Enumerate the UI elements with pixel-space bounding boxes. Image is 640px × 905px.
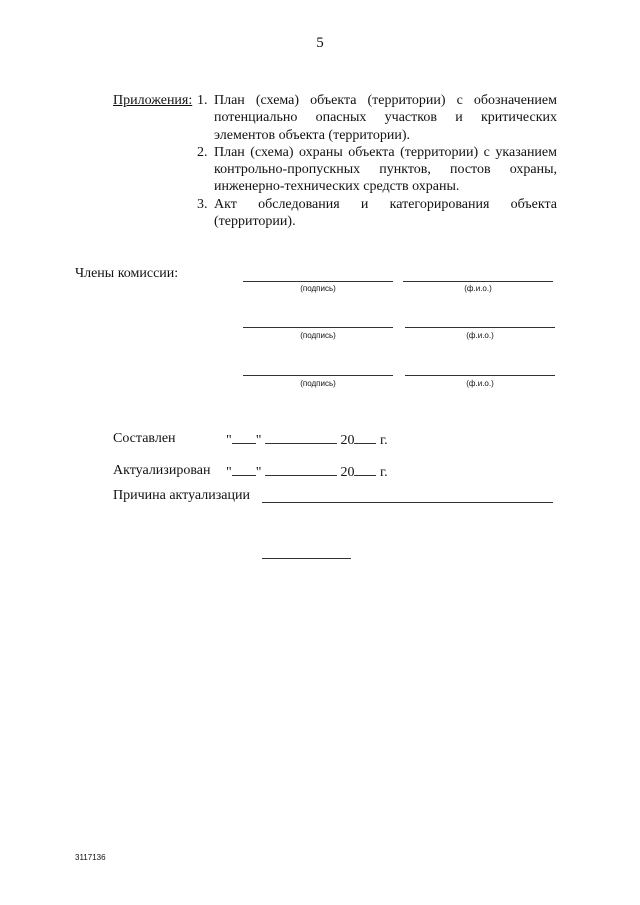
year-prefix: 20: [340, 433, 355, 448]
compiled-date: [226, 431, 388, 449]
attachment-text: План (схема) объекта (территории) с обозначением потенциально опасных участков и критических элементов объекта (территории).: [214, 93, 557, 143]
signature-line[interactable]: [243, 281, 393, 282]
updated-day-field[interactable]: [232, 463, 256, 476]
closing-divider: [262, 558, 351, 559]
name-line[interactable]: [405, 375, 555, 376]
name-caption: (ф.и.о.): [466, 379, 494, 388]
updated-date: [226, 463, 388, 481]
update-reason-label: Причина актуализации: [113, 488, 250, 503]
signature-caption: (подпись): [300, 284, 336, 293]
attachment-item-2: [197, 144, 557, 196]
attachment-text: Акт обследования и категорирования объекта (территории).: [214, 196, 557, 230]
attachment-number: 3.: [197, 196, 208, 212]
page-number: 5: [316, 35, 324, 51]
updated-month-field[interactable]: [265, 463, 337, 476]
year-suffix: г.: [379, 433, 388, 448]
signature-line[interactable]: [243, 327, 393, 328]
compiled-label: Составлен: [113, 431, 176, 446]
name-caption: (ф.и.о.): [466, 331, 494, 340]
document-code: 3117136: [75, 853, 106, 862]
compiled-year-field[interactable]: [354, 431, 376, 444]
compiled-day-field[interactable]: [232, 431, 256, 444]
name-caption: (ф.и.о.): [464, 284, 492, 293]
attachment-item-3: [197, 196, 557, 231]
signature-caption: (подпись): [300, 379, 336, 388]
updated-label: Актуализирован: [113, 463, 211, 478]
attachment-text: План (схема) охраны объекта (территории) с указанием контрольно-пропускных пунктов, постов охраны, инженерно-технических средств охраны.: [214, 144, 557, 195]
attachments-list: [197, 92, 557, 230]
quote-open: ": [226, 433, 232, 448]
name-line[interactable]: [403, 281, 553, 282]
quote-close: ": [255, 433, 262, 448]
signature-line[interactable]: [243, 375, 393, 376]
signature-caption: (подпись): [300, 331, 336, 340]
name-line[interactable]: [405, 327, 555, 328]
compiled-month-field[interactable]: [265, 431, 337, 444]
updated-year-field[interactable]: [354, 463, 376, 476]
commission-members-label: Члены комиссии:: [75, 266, 179, 281]
quote-open: ": [226, 465, 232, 480]
year-prefix: 20: [340, 465, 355, 480]
update-reason-field[interactable]: [262, 502, 553, 503]
quote-close: ": [255, 465, 262, 480]
attachments-label: Приложения:: [113, 93, 193, 108]
attachment-number: 2.: [197, 144, 208, 160]
year-suffix: г.: [379, 465, 388, 480]
attachment-number: 1.: [197, 93, 208, 108]
attachment-item-1: [197, 92, 557, 144]
